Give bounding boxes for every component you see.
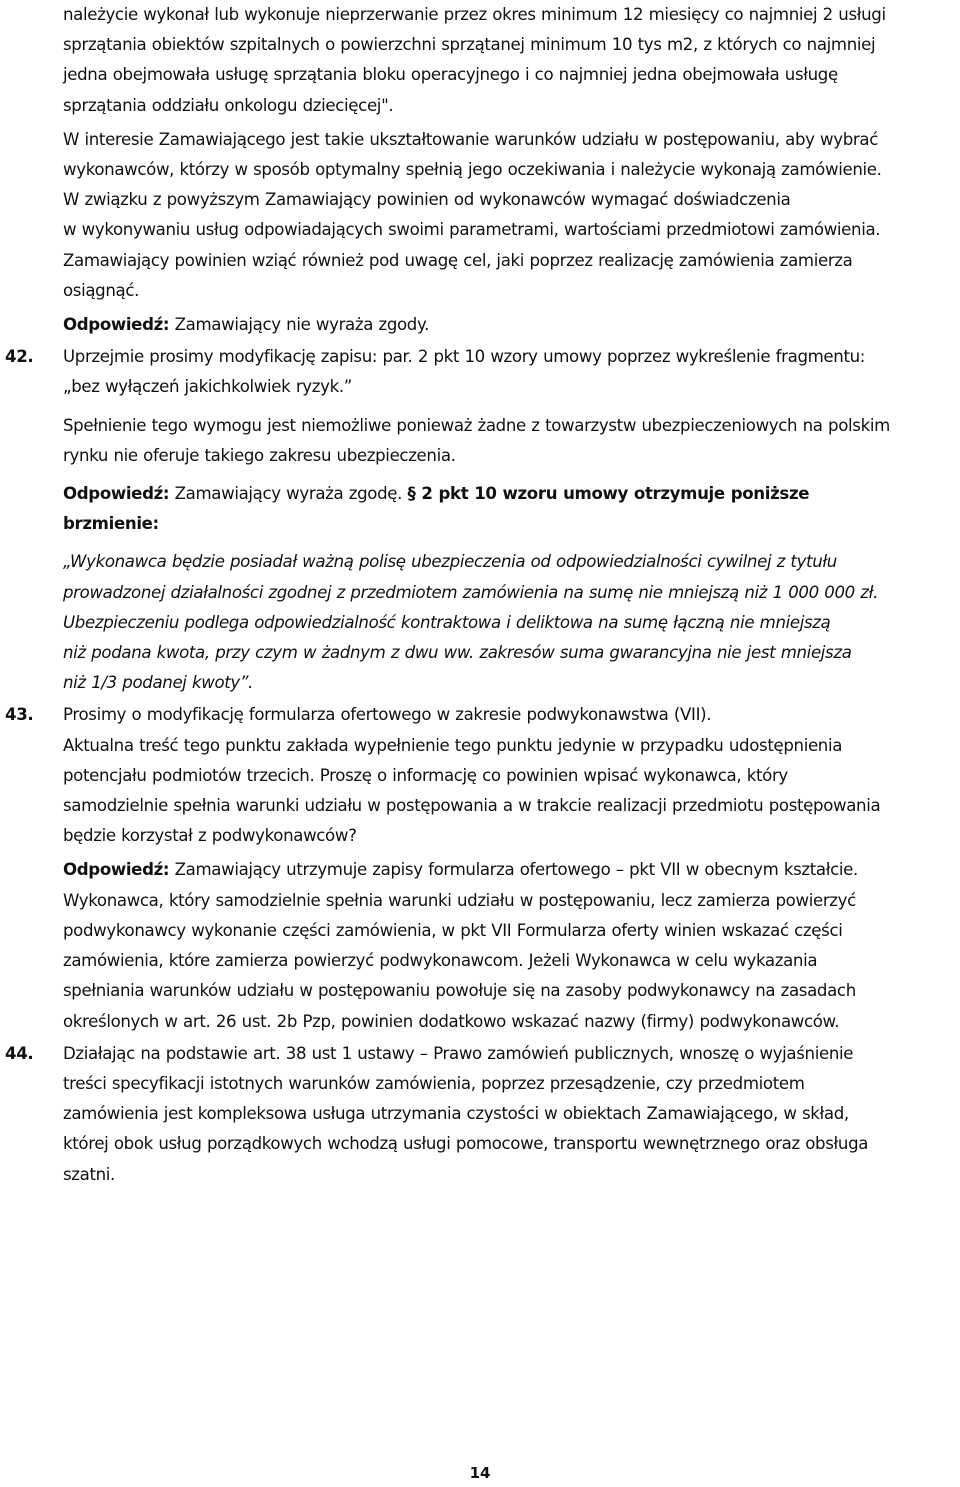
text-line: której obok usług porządkowych wchodzą usługi pomocowe, transportu wewnętrznego oraz obsługa xyxy=(63,1134,869,1154)
text-line xyxy=(63,855,953,885)
text-line: Zamawiający powinien wziąć również pod uwagę cel, jaki poprzez realizację zamówienia zamierza xyxy=(63,250,853,270)
text-line: wykonawców, którzy w sposób optymalny spełnią jego oczekiwania i należycie wykonają zamówienie. xyxy=(63,160,882,180)
text-line: niż 1/3 podanej kwoty”. xyxy=(63,673,254,693)
text-line: „Wykonawca będzie posiadał ważną polisę ubezpieczenia od odpowiedzialności cywilnej z tytułu xyxy=(63,552,837,572)
text-line: W związku z powyższym Zamawiający powinien od wykonawców wymagać doświadczenia xyxy=(63,190,791,210)
text-line: prowadzonej działalności zgodnej z przedmiotem zamówienia na sumę nie mniejszą niż 1 000 000 zł. xyxy=(63,582,878,602)
question-text xyxy=(63,342,953,402)
answer-text: Zamawiający wyraża zgodę. xyxy=(169,484,408,504)
text-line: zamówienia, które zamierza powierzyć podwykonawcom. Jeżeli Wykonawca w celu wykazania xyxy=(63,951,818,971)
answer-text: Zamawiający utrzymuje zapisy formularza ofertowego – pkt VII w obecnym kształcie. xyxy=(169,860,858,880)
text-line: podwykonawcy wykonanie części zamówienia, w pkt VII Formularza oferty winien wskazać części xyxy=(63,920,843,940)
text-line: jedna obejmowała usługę sprzątania bloku operacyjnego i co najmniej jedna obejmowała usługę xyxy=(63,65,838,85)
question-number: 42. xyxy=(5,347,34,367)
question-number: 44. xyxy=(5,1043,34,1063)
question-43 xyxy=(5,700,953,1036)
text-line: Prosimy o modyfikację formularza ofertowego w zakresie podwykonawstwa (VII). xyxy=(63,705,712,725)
intro-paragraph xyxy=(63,0,953,121)
text-line xyxy=(63,479,953,509)
text-line: będzie korzystał z podwykonawców? xyxy=(63,826,357,846)
answer-label: Odpowiedź: xyxy=(63,484,170,504)
page-number: 14 xyxy=(469,1464,491,1482)
text-line: Ubezpieczeniu podlega odpowiedzialność kontraktowa i deliktowa na sumę łączną nie mniejszą xyxy=(63,612,831,632)
question-number: 43. xyxy=(5,705,34,725)
answer-paragraph xyxy=(63,479,953,539)
page-content xyxy=(5,0,953,1190)
text-line: Działając na podstawie art. 38 ust 1 ustawy – Prawo zamówień publicznych, wnoszę o wyjaśnienie xyxy=(63,1043,854,1063)
answer-text: Zamawiający nie wyraża zgody. xyxy=(169,315,430,335)
text-line: zamówienia jest kompleksowa usługa utrzymania czystości w obiektach Zamawiającego, w skład, xyxy=(63,1104,849,1124)
text-line: Spełnienie tego wymogu jest niemożliwe ponieważ żadne z towarzystw ubezpieczeniowych na polskim xyxy=(63,415,890,435)
text-line: Aktualna treść tego punktu zakłada wypełnienie tego punktu jedynie w przypadku udostępnienia xyxy=(63,735,843,755)
answer-paragraph xyxy=(63,855,953,1036)
text-line: treści specyfikacji istotnych warunków zamówienia, poprzez przesądzenie, czy przedmiotem xyxy=(63,1073,805,1093)
answer-label: Odpowiedź: xyxy=(63,860,170,880)
text-line: W interesie Zamawiającego jest takie ukształtowanie warunków udziału w postępowaniu, aby wybrać xyxy=(63,129,878,149)
question-explanation xyxy=(63,411,953,471)
text-line: sprzątania obiektów szpitalnych o powierzchni sprzątanej minimum 10 tys m2, z których co najmniej xyxy=(63,35,876,55)
answer-bold-text: § 2 pkt 10 wzoru umowy otrzymuje poniższe xyxy=(407,484,810,504)
text-line: „bez wyłączeń jakichkolwiek ryzyk.” xyxy=(63,377,353,397)
question-44 xyxy=(5,1039,953,1190)
text-line: osiągnąć. xyxy=(63,280,140,300)
text-line: sprzątania oddziału onkologu dziecięcej". xyxy=(63,95,394,115)
text-line: określonych w art. 26 ust. 2b Pzp, powinien dodatkowo wskazać nazwy (firmy) podwykonawców. xyxy=(63,1011,840,1031)
answer-paragraph xyxy=(63,310,953,340)
text-line: Wykonawca, który samodzielnie spełnia warunki udziału w postępowaniu, lecz zamierza powierzyć xyxy=(63,890,856,910)
text-line: szatni. xyxy=(63,1164,115,1184)
text-line: spełniania warunków udziału w postępowaniu powołuje się na zasoby podwykonawcy na zasadach xyxy=(63,981,856,1001)
text-line: niż podana kwota, przy czym w żadnym z dwu ww. zakresów suma gwarancyjna nie jest mniejsza xyxy=(63,643,852,663)
text-line: potencjału podmiotów trzecich. Proszę o informację co powinien wpisać wykonawca, który xyxy=(63,765,788,785)
question-text xyxy=(63,1039,953,1190)
quoted-clause xyxy=(63,547,953,698)
text-line: w wykonywaniu usług odpowiadających swoimi parametrami, wartościami przedmiotowi zamówienia. xyxy=(63,220,881,240)
text-line: należycie wykonał lub wykonuje nieprzerwanie przez okres minimum 12 miesięcy co najmniej 2 usługi xyxy=(63,5,886,24)
text-line: rynku nie oferuje takiego zakresu ubezpieczenia. xyxy=(63,445,456,465)
justification-paragraph xyxy=(63,125,953,306)
text-line: Uprzejmie prosimy modyfikację zapisu: par. 2 pkt 10 wzory umowy poprzez wykreślenie fragmentu: xyxy=(63,347,866,367)
text-line: samodzielnie spełnia warunki udziału w postępowania a w trakcie realizacji przedmiotu postępowania xyxy=(63,796,881,816)
answer-bold-text: brzmienie: xyxy=(63,514,159,534)
question-text xyxy=(63,700,953,851)
answer-label: Odpowiedź: xyxy=(63,315,170,335)
question-42 xyxy=(5,342,953,698)
